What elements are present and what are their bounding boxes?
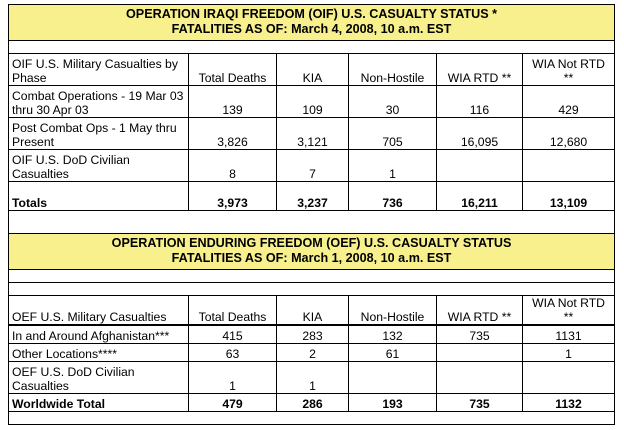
- oef-header-total-deaths: Total Deaths: [189, 296, 277, 326]
- table-cell: OEF U.S. DoD Civilian Casualties: [9, 362, 189, 394]
- oif-total-non-hostile: 736: [349, 182, 437, 211]
- oef-header-casualties: OEF U.S. Military Casualties: [9, 296, 189, 326]
- section-gap: [9, 211, 615, 234]
- oef-title-banner: [9, 234, 615, 270]
- table-cell: 61: [349, 344, 437, 362]
- oef-total-non-hostile: 193: [349, 394, 437, 412]
- oef-row-other-locations: [9, 344, 615, 362]
- oef-total-deaths: 479: [189, 394, 277, 412]
- table-cell: OIF U.S. DoD Civilian Casualties: [9, 150, 189, 182]
- spacer-row: [9, 41, 615, 54]
- table-cell: Combat Operations - 19 Mar 03 thru 30 Apr 03: [9, 86, 189, 118]
- table-cell: 7: [277, 150, 349, 182]
- oif-totals-row: [9, 182, 615, 211]
- oef-header-wia-rtd: WIA RTD **: [437, 296, 523, 326]
- oif-title-line2: FATALITIES AS OF: March 4, 2008, 10 a.m. EST: [171, 22, 452, 36]
- table-cell: Post Combat Ops - 1 May thru Present: [9, 118, 189, 150]
- oef-title: [9, 234, 615, 270]
- oif-title-line1: OPERATION IRAQI FREEDOM (OIF) U.S. CASUALTY STATUS *: [126, 7, 498, 21]
- oif-header-total-deaths: Total Deaths: [189, 54, 277, 86]
- oif-header-wia-not-rtd: WIA Not RTD **: [523, 54, 615, 86]
- oef-header-non-hostile: Non-Hostile: [349, 296, 437, 326]
- oif-row-combat-operations: [9, 86, 615, 118]
- oef-total-kia: 286: [277, 394, 349, 412]
- spacer-row: [9, 283, 615, 296]
- table-cell: 16,095: [437, 118, 523, 150]
- table-cell: 132: [349, 325, 437, 344]
- casualty-status-document: [8, 4, 614, 426]
- oef-totals-label: Worldwide Total: [9, 394, 189, 412]
- oif-title: [9, 5, 615, 41]
- oef-title-line1: OPERATION ENDURING FREEDOM (OEF) U.S. CASUALTY STATUS: [111, 236, 512, 250]
- oef-totals-row: [9, 394, 615, 412]
- table-cell: 12,680: [523, 118, 615, 150]
- table-cell: [437, 362, 523, 394]
- oif-header-non-hostile: Non-Hostile: [349, 54, 437, 86]
- table-cell: 429: [523, 86, 615, 118]
- oif-total-deaths: 3,973: [189, 182, 277, 211]
- table-cell: 1131: [523, 325, 615, 344]
- table-cell: 1: [277, 362, 349, 394]
- oif-header-row: [9, 54, 615, 86]
- table-cell: 63: [189, 344, 277, 362]
- oif-totals-label: Totals: [9, 182, 189, 211]
- oef-total-wia-not-rtd: 1132: [523, 394, 615, 412]
- table-cell: 2: [277, 344, 349, 362]
- oif-row-post-combat: [9, 118, 615, 150]
- oef-header-row: [9, 296, 615, 326]
- table-cell: 3,121: [277, 118, 349, 150]
- table-cell: 109: [277, 86, 349, 118]
- oef-total-wia-rtd: 735: [437, 394, 523, 412]
- table-cell: 3,826: [189, 118, 277, 150]
- table-cell: 705: [349, 118, 437, 150]
- oif-header-phase: OIF U.S. Military Casualties by Phase: [9, 54, 189, 86]
- table-cell: 1: [189, 362, 277, 394]
- table-cell: [349, 362, 437, 394]
- oif-total-wia-rtd: 16,211: [437, 182, 523, 211]
- oif-total-kia: 3,237: [277, 182, 349, 211]
- oef-header-kia: KIA: [277, 296, 349, 326]
- spacer-row: [9, 412, 615, 425]
- spacer-row: [9, 270, 615, 283]
- oef-title-line2: FATALITIES AS OF: March 1, 2008, 10 a.m. EST: [171, 251, 452, 265]
- oif-header-wia-rtd: WIA RTD **: [437, 54, 523, 86]
- table-cell: [523, 150, 615, 182]
- oef-header-wia-not-rtd: WIA Not RTD **: [523, 296, 615, 326]
- oef-row-afghanistan: [9, 325, 615, 344]
- oif-row-civilian: [9, 150, 615, 182]
- table-cell: In and Around Afghanistan***: [9, 325, 189, 344]
- table-cell: 30: [349, 86, 437, 118]
- oif-title-banner: [9, 5, 615, 41]
- table-cell: [437, 344, 523, 362]
- oef-row-civilian: [9, 362, 615, 394]
- table-cell: 735: [437, 325, 523, 344]
- table-cell: 139: [189, 86, 277, 118]
- oif-total-wia-not-rtd: 13,109: [523, 182, 615, 211]
- oif-header-kia: KIA: [277, 54, 349, 86]
- table-cell: 8: [189, 150, 277, 182]
- table-cell: 116: [437, 86, 523, 118]
- table-cell: [437, 150, 523, 182]
- casualty-table: [8, 4, 615, 425]
- table-cell: 283: [277, 325, 349, 344]
- table-cell: 1: [349, 150, 437, 182]
- table-cell: 1: [523, 344, 615, 362]
- table-cell: 415: [189, 325, 277, 344]
- table-cell: [523, 362, 615, 394]
- table-cell: Other Locations****: [9, 344, 189, 362]
